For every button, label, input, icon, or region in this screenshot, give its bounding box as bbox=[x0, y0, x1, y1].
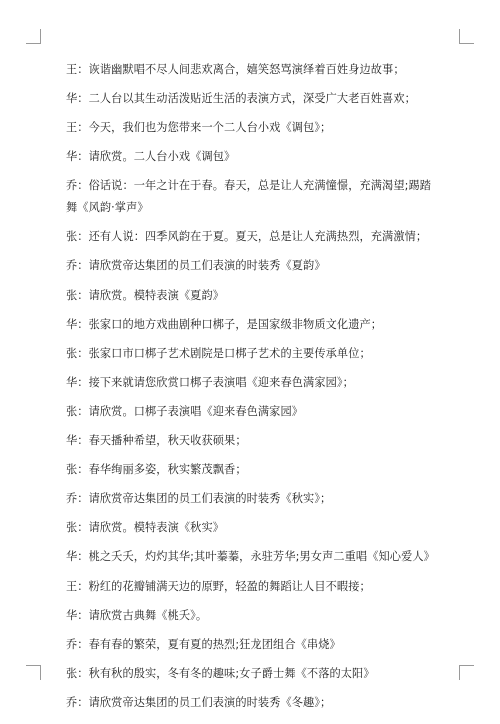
script-line: 王：粉红的花瓣铺满天边的原野，轻盈的舞蹈让人目不暇接； bbox=[66, 579, 371, 593]
script-line: 张：春华绚丽多姿，秋实繁茂飘香； bbox=[66, 463, 247, 477]
script-line: 乔：请欣赏帝达集团的员工们表演的时装秀《秋实》； bbox=[66, 492, 332, 506]
script-line: 王：今天，我们也为您带来一个二人台小戏《调包》； bbox=[66, 121, 332, 135]
crop-mark-top-right bbox=[459, 29, 474, 44]
script-line: 华：桃之夭夭，灼灼其华;其叶蓁蓁，永驻芳华;男女声二重唱《知心爱人》 bbox=[66, 550, 435, 564]
script-line: 华：二人台以其生动活泼贴近生活的表演方式，深受广大老百姓喜欢； bbox=[66, 92, 416, 106]
script-line: 华：张家口的地方戏曲剧种口梆子，是国家级非物质文化遗产； bbox=[66, 317, 383, 331]
crop-mark-top-left bbox=[26, 29, 41, 44]
script-line: 乔：请欣赏帝达集团的员工们表演的时装秀《冬趣》； bbox=[66, 695, 332, 709]
script-line: 华：春天播种希望，秋天收获硕果； bbox=[66, 434, 247, 448]
script-line: 华：请欣赏。二人台小戏《调包》 bbox=[66, 150, 236, 164]
script-line: 张：请欣赏。模特表演《秋实》 bbox=[66, 521, 225, 535]
crop-mark-bottom-left bbox=[26, 665, 41, 680]
script-line: 乔：俗话说：一年之计在于春。春天，总是让人充满憧憬，充满渴望;踢踏舞《风韵·掌声》 bbox=[66, 179, 432, 215]
crop-mark-bottom-right bbox=[459, 665, 474, 680]
script-line: 张：请欣赏。模特表演《夏韵》 bbox=[66, 288, 225, 302]
script-line: 华：接下来就请您欣赏口梆子表演唱《迎来春色满家园》； bbox=[66, 375, 354, 389]
script-body bbox=[66, 62, 442, 724]
script-line: 张：秋有秋的殷实，冬有冬的趣味;女子爵士舞《不落的太阳》 bbox=[66, 666, 375, 680]
script-line: 王：诙谐幽默唱不尽人间悲欢离合，嬉笑怒骂演绎着百姓身边故事； bbox=[66, 63, 405, 76]
script-line: 张：请欣赏。口梆子表演唱《迎来春色满家园》 bbox=[66, 404, 304, 418]
script-line: 乔：春有春的繁荣，夏有夏的热烈;狂龙团组合《串烧》 bbox=[66, 637, 341, 651]
script-line: 乔：请欣赏帝达集团的员工们表演的时装秀《夏韵》 bbox=[66, 259, 326, 273]
script-line: 张：还有人说：四季风韵在于夏。夏天，总是让人充满热烈，充满激情； bbox=[66, 230, 428, 244]
script-line: 华：请欣赏古典舞《桃夭》。 bbox=[66, 608, 208, 622]
script-line: 张：张家口市口梆子艺术剧院是口梆子艺术的主要传承单位； bbox=[66, 346, 371, 360]
